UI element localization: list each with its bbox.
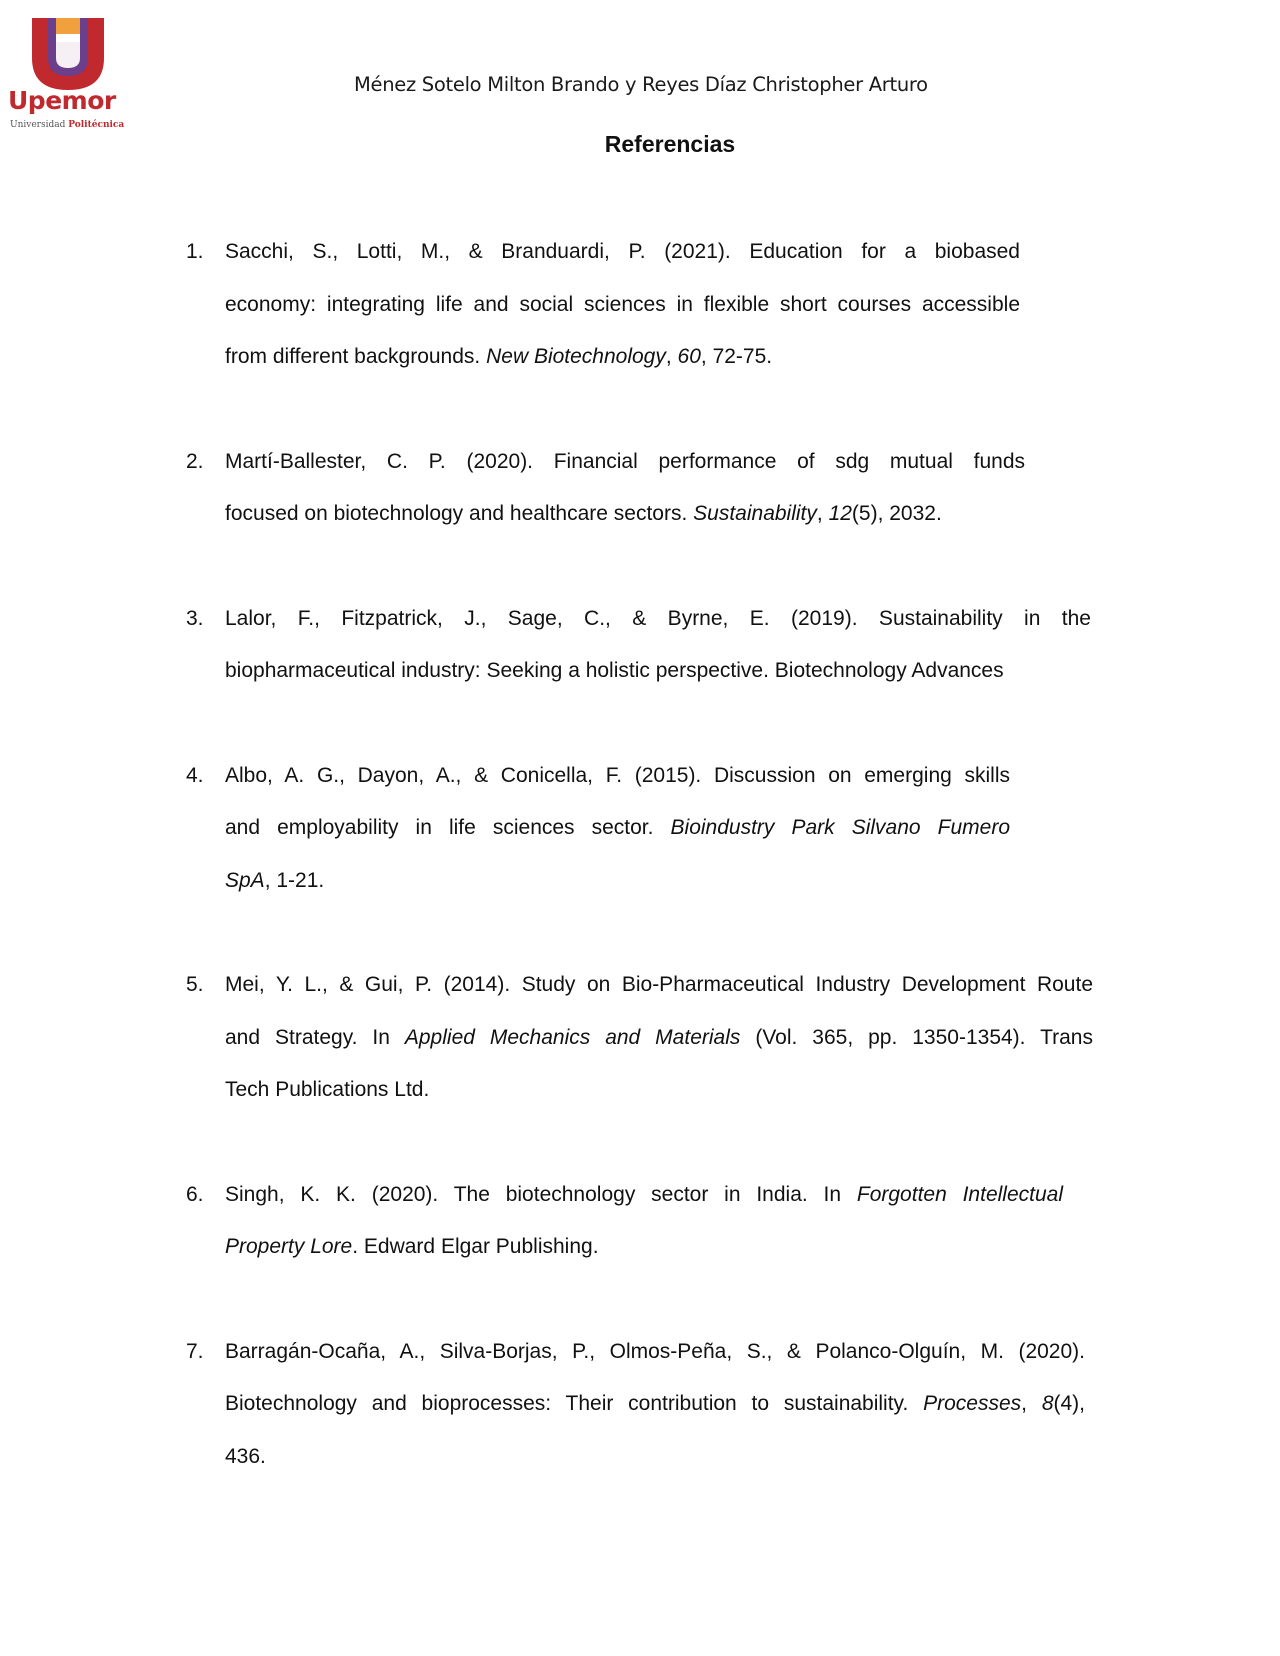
- reference-item: [186, 750, 1096, 908]
- reference-text: [225, 750, 1010, 908]
- reference-line: [225, 279, 1020, 332]
- reference-segment: economy: integrating life and social sciences in flexible short courses accessible: [225, 292, 1020, 316]
- reference-italic-segment: SpA: [225, 868, 265, 892]
- reference-line: [225, 855, 1010, 908]
- reference-segment: focused on biotechnology and healthcare sectors.: [225, 502, 694, 525]
- logo-subtitle-accent: Politécnica: [68, 120, 125, 130]
- reference-text: [225, 959, 1093, 1117]
- reference-number: 7.: [186, 1339, 204, 1363]
- reference-italic-segment: New Biotechnology: [486, 345, 666, 368]
- reference-line: [225, 959, 1093, 1012]
- reference-italic-segment: Sustainability: [693, 502, 817, 525]
- logo-subtitle: [10, 120, 124, 130]
- reference-segment: from different backgrounds.: [225, 345, 487, 368]
- reference-line: [225, 593, 1091, 646]
- reference-segment: (4),: [1053, 1392, 1085, 1415]
- reference-segment: , 72-75.: [700, 345, 773, 368]
- reference-segment: Sacchi, S., Lotti, M., & Branduardi, P. (2021). Education for a biobased: [225, 240, 1020, 263]
- reference-italic-segment: Applied Mechanics and Materials: [404, 1025, 741, 1049]
- reference-italic-segment: Forgotten Intellectual: [856, 1182, 1063, 1206]
- reference-text: [225, 436, 1025, 541]
- reference-segment: ,: [816, 502, 829, 525]
- reference-italic-segment: 60: [677, 345, 701, 368]
- reference-line: [225, 1326, 1085, 1379]
- reference-line: [225, 331, 1020, 384]
- page-header-authors: Ménez Sotelo Milton Brando y Reyes Díaz Christopher Arturo: [354, 73, 928, 96]
- reference-segment: ,: [1021, 1392, 1042, 1415]
- reference-italic-segment: Processes: [923, 1392, 1022, 1415]
- reference-italic-segment: 8: [1041, 1392, 1054, 1415]
- reference-segment: Biotechnology and bioprocesses: Their contribution to sustainability.: [225, 1392, 924, 1415]
- reference-text: [225, 593, 1091, 698]
- reference-segment: and Strategy. In: [225, 1025, 405, 1049]
- reference-number: 1.: [186, 240, 204, 263]
- upemor-shield-icon: [30, 14, 106, 92]
- reference-line: [225, 436, 1025, 489]
- reference-number: 4.: [186, 763, 204, 787]
- reference-italic-segment: Property Lore: [225, 1235, 353, 1258]
- reference-list: [186, 226, 1096, 1535]
- logo-wordmark: Upemor: [8, 86, 116, 115]
- reference-line: [225, 802, 1010, 855]
- reference-segment: Barragán-Ocaña, A., Silva-Borjas, P., Olmos-Peña, S., & Polanco-Olguín, M. (2020).: [225, 1339, 1085, 1363]
- reference-segment: . Edward Elgar Publishing.: [352, 1235, 599, 1258]
- reference-number: 2.: [186, 449, 204, 473]
- reference-line: [225, 1169, 1063, 1222]
- reference-italic-segment: Bioindustry Park Silvano Fumero: [670, 816, 1010, 839]
- reference-segment: Mei, Y. L., & Gui, P. (2014). Study on Bio-Pharmaceutical Industry Development Route: [225, 973, 1093, 996]
- reference-line: [225, 1378, 1085, 1431]
- reference-segment: Martí-Ballester, C. P. (2020). Financial performance of sdg mutual funds: [225, 449, 1025, 473]
- reference-segment: Albo, A. G., Dayon, A., & Conicella, F. (2015). Discussion on emerging skills: [225, 763, 1010, 787]
- reference-line: [225, 750, 1010, 803]
- reference-item: [186, 1326, 1096, 1484]
- reference-item: [186, 436, 1096, 541]
- reference-line: [225, 645, 1091, 698]
- reference-line: [225, 488, 1025, 541]
- reference-segment: (5), 2032.: [851, 502, 942, 525]
- reference-item: [186, 226, 1096, 384]
- reference-line: [225, 1064, 1093, 1117]
- reference-line: [225, 226, 1020, 279]
- reference-number: 3.: [186, 606, 204, 630]
- reference-item: [186, 593, 1096, 698]
- reference-segment: biopharmaceutical industry: Seeking a holistic perspective. Biotechnology Advances: [225, 659, 1004, 682]
- reference-item: [186, 959, 1096, 1117]
- reference-text: [225, 1326, 1085, 1484]
- reference-segment: 436.: [225, 1444, 266, 1468]
- reference-segment: Singh, K. K. (2020). The biotechnology sector in India. In: [225, 1182, 857, 1206]
- university-logo: [6, 14, 130, 134]
- reference-text: [225, 1169, 1063, 1274]
- logo-subtitle-prefix: Universidad: [10, 120, 66, 130]
- reference-item: [186, 1169, 1096, 1274]
- reference-italic-segment: 12: [828, 502, 852, 525]
- reference-line: [225, 1012, 1093, 1065]
- reference-segment: Tech Publications Ltd.: [225, 1078, 430, 1101]
- reference-number: 6.: [186, 1182, 204, 1206]
- reference-segment: (Vol. 365, pp. 1350-1354). Trans: [740, 1025, 1093, 1049]
- reference-line: [225, 1221, 1063, 1274]
- page-title: Referencias: [604, 131, 736, 157]
- reference-number: 5.: [186, 973, 204, 996]
- reference-segment: Lalor, F., Fitzpatrick, J., Sage, C., & Byrne, E. (2019). Sustainability in the: [225, 606, 1091, 630]
- reference-segment: , 1-21.: [264, 868, 325, 892]
- reference-text: [225, 226, 1020, 384]
- reference-line: [225, 1431, 1085, 1484]
- reference-segment: and employability in life sciences sector.: [225, 816, 671, 839]
- reference-segment: ,: [665, 345, 678, 368]
